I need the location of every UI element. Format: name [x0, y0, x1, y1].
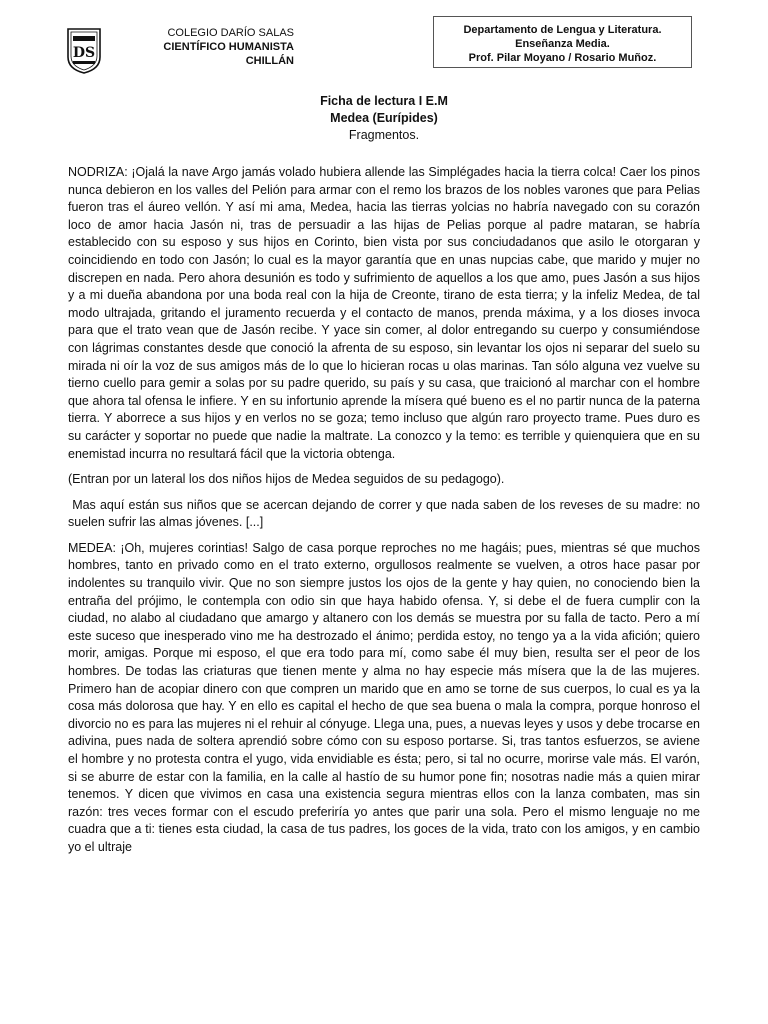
school-line-2: CIENTÍFICO HUMANISTA — [163, 41, 294, 53]
svg-text:DS: DS — [72, 45, 96, 61]
school-crest-logo — [66, 27, 102, 75]
school-line-1: COLEGIO DARÍO SALAS — [167, 27, 294, 39]
school-line-3: CHILLÁN — [245, 55, 294, 67]
paragraph-medea: MEDEA: ¡Oh, mujeres corintias! Salgo de casa porque reproches no me hagáis; pues, mientras sé que muchos hombres, tanto en privado como en el trato externo, orgullosos realmente se vuelven, a otros hace pasar por indolentes su tranquilo vivir. Que no son siempre justos los ojos de la gente y hay quien, no conociendo bien la entraña del prójimo, le contempla con odio sin que haya habido ofensa. Y, si debe el de fuera cumplir con la ciudad, no alabo al ciudadano que amargo y altanero con los demás se muestra por su falla de tacto. Pero a mí este suceso que inesperado vino me ha destrozado el ánimo; perdida estoy, no tengo ya a la vida afición; quiero morir, amigas. Porque mi esposo, el que era todo para mí, como sabe él muy bien, resulta ser el peor de los hombres. De todas las criaturas que tienen mente y alma no hay especie más mísera que la de las mujeres. Primero han de acopiar dinero con que compren un marido que en amo se torne de sus cuerpos, lo cual es ya la cosa más dolorosa que hay. Y en ello es capital el hecho de que sea buena o mala la compra, porque honroso el divorcio no es para las mujeres ni el rehuir al cónyuge. Llega una, pues, a nuevas leyes y usos y debe trocarse en adivina, pues nada de soltera aprendió sobre cómo con su esposo portarse. Si, tras tantos esfuerzos, se aviene el hombre y no protesta contra el yugo, vida envidiable es ésta; pero, si tal no ocurre, morirse vale más. El varón, si se aburre de estar con la familia, en la calle al hastío de su humor pone fin; nosotras nadie más a quien mirar tenemos. Y dicen que vivimos en casa una existencia segura mientras ellos con la lanza combaten, mas sin razón: tres veces formar con el escudo preferiría yo antes que parir una sola. Pero el mismo lenguaje no me cuadra que a ti: tienes esta ciudad, la casa de tus padres, los goces de la vida, trato con los amigos, y en cambio yo el ultraje — [68, 540, 700, 854]
paragraph-stage-direction: (Entran por un lateral los dos niños hijos de Medea seguidos de su pedagogo). — [68, 472, 505, 487]
paragraph-nodriza: NODRIZA: ¡Ojalá la nave Argo jamás volado hubiera allende las Simplégades hacia la tierra colca! Caer los pinos nunca debieron en los valles del Pelión para armar con el remo los brazos de los nobles varones que para Pelias fueron tras el áureo vellón. Y así mi ama, Medea, hacia las tierras yolcias no habría navegado con su corazón loco de amor hacia Jasón ni, tras de persuadir a las hijas de Pelias porque al padre mataran, se habría establecido con su esposo y sus hijos en Corinto, bien vista por sus conciudadanos que asilo le otorgaran y coincidiendo en todo con Jasón; lo cual es la mayor garantía que en unas nupcias cabe, que marido y mujer no discrepen en nada. Pero ahora desunión es todo y sufrimiento de aquellos a los que amo, pues Jasón a sus hijos y a mi dueña abandona por una boda real con la hija de Creonte, tirano de esta tierra; y la infeliz Medea, de tal modo ultrajada, gritando el juramento recuerda y el contacto de manos, prenda máxima, y a los dioses invoca para que el trato vean que de Jasón recibe. Y yace sin comer, al dolor entregando su cuerpo y consumiéndose con lágrimas constantes desde que conoció la afrenta de su esposo, sin levantar los ojos ni separar del suelo su mirada ni oír la voz de sus amigos más de lo que lo hicieran rocas u olas marinas. Tan sólo alguna vez vuelve su tierno cuello para gemir a solas por su padre querido, su país y su casa, que traicionó al marchar con el hombre que ahora tal ofensa le infiere. Y en su infortunio aprende la mísera qué bueno es el no partir nunca de la paterna tierra. Y aborrece a sus hijos y en verlos no se goza; temo incluso que algún raro proyecto trame. Pues duro es su carácter y soportar no puede que nadie la maltrate. La conozco y la temo: es terrible y quienquiera que en su enemistad incurra no resultará fácil que la victoria obtenga. — [68, 165, 700, 461]
paragraph-children: Mas aquí están sus niños que se acercan dejando de correr y que nada saben de los reveses de su madre: no suelen sufrir las almas jóvenes. [...] — [68, 497, 704, 530]
school-name-block — [118, 26, 294, 68]
title-line-2: Medea (Eurípides) — [330, 111, 438, 125]
document-title-block — [0, 93, 768, 144]
department-box — [433, 16, 692, 68]
dept-line-2: Enseñanza Media. — [515, 38, 610, 50]
title-line-1: Ficha de lectura I E.M — [320, 94, 448, 108]
title-line-3: Fragmentos. — [348, 128, 420, 142]
document-body — [68, 164, 704, 865]
dept-line-1: Departamento de Lengua y Literatura. — [463, 24, 662, 36]
dept-line-3: Prof. Pilar Moyano / Rosario Muñoz. — [468, 52, 657, 64]
